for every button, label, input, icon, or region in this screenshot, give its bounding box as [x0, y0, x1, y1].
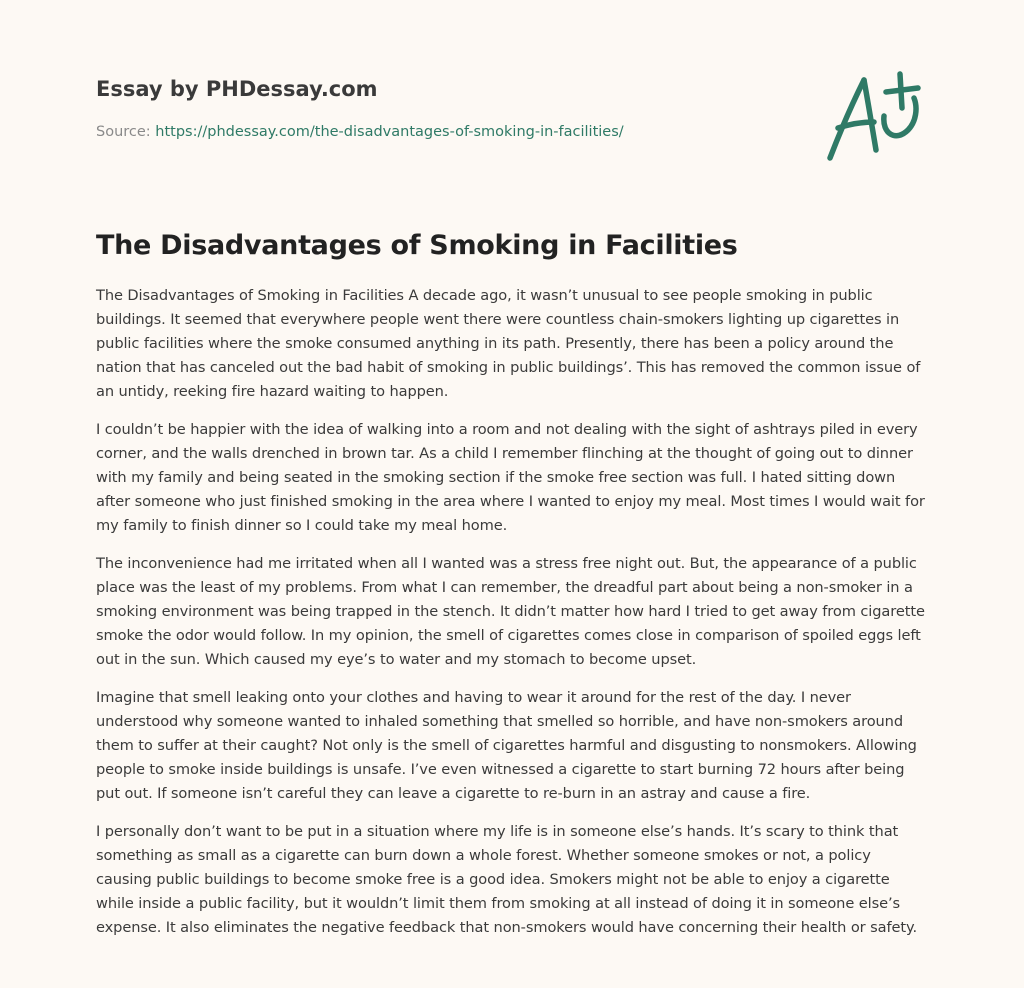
source-line — [96, 122, 796, 142]
source-label: Source: — [96, 124, 156, 140]
essay-title: The Disadvantages of Smoking in Facilities — [96, 230, 738, 261]
site-title: Essay by PHDessay.com — [96, 77, 378, 101]
essay-content — [96, 228, 930, 954]
a-plus-logo-icon — [822, 68, 932, 164]
essay-paragraph: I couldn’t be happier with the idea of walking into a room and not dealing with the sight of ashtrays piled in every corner, and the walls drenched in brown tar. As a child I remember flinching at the thought of going out to dinner with my family and being seated in the smoking section if the smoke free section was full. I hated sitting down after someone who just finished smoking in the area where I wanted to enjoy my meal. Most times I would wait for my family to finish dinner so I could take my meal home. — [96, 421, 925, 534]
page-header — [96, 74, 796, 142]
essay-paragraph: The Disadvantages of Smoking in Facilities A decade ago, it wasn’t unusual to see people smoking in public buildings. It seemed that everywhere people went there were countless chain-smokers lighting up cigarettes in public facilities where the smoke consumed anything in its path. Presently, there has been a policy around the nation that has canceled out the bad habit of smoking in public buildings’. This has removed the common issue of an untidy, reeking fire hazard waiting to happen. — [96, 287, 921, 400]
essay-paragraph: I personally don’t want to be put in a situation where my life is in someone else’s hands. It’s scary to think that something as small as a cigarette can burn down a whole forest. Whether someone smokes or not, a policy causing public buildings to become smoke free is a good idea. Smokers might not be able to enjoy a cigarette while inside a public facility, but it wouldn’t limit them from smoking at all instead of doing it in someone else’s expense. It also eliminates the negative feedback that non-smokers would have concerning their health or safety. — [96, 823, 917, 936]
essay-paragraph: Imagine that smell leaking onto your clothes and having to wear it around for the rest of the day. I never understood why someone wanted to inhaled something that smelled so horrible, and have non-smokers around them to suffer at their caught? Not only is the smell of cigarettes harmful and disgusting to nonsmokers. Allowing people to smoke inside buildings is unsafe. I’ve even witnessed a cigarette to start burning 72 hours after being put out. If someone isn’t careful they can leave a cigarette to re-burn in an astray and cause a fire. — [96, 689, 917, 802]
source-link[interactable]: https://phdessay.com/the-disadvantages-of-smoking-in-facilities/ — [155, 124, 624, 140]
essay-paragraph: The inconvenience had me irritated when all I wanted was a stress free night out. But, the appearance of a public place was the least of my problems. From what I can remember, the dreadful part about being a non-smoker in a smoking environment was being trapped in the stench. It didn’t matter how hard I tried to get away from cigarette smoke the odor would follow. In my opinion, the smell of cigarettes comes close in comparison of spoiled eggs left out in the sun. Which caused my eye’s to water and my stomach to become upset. — [96, 555, 925, 668]
